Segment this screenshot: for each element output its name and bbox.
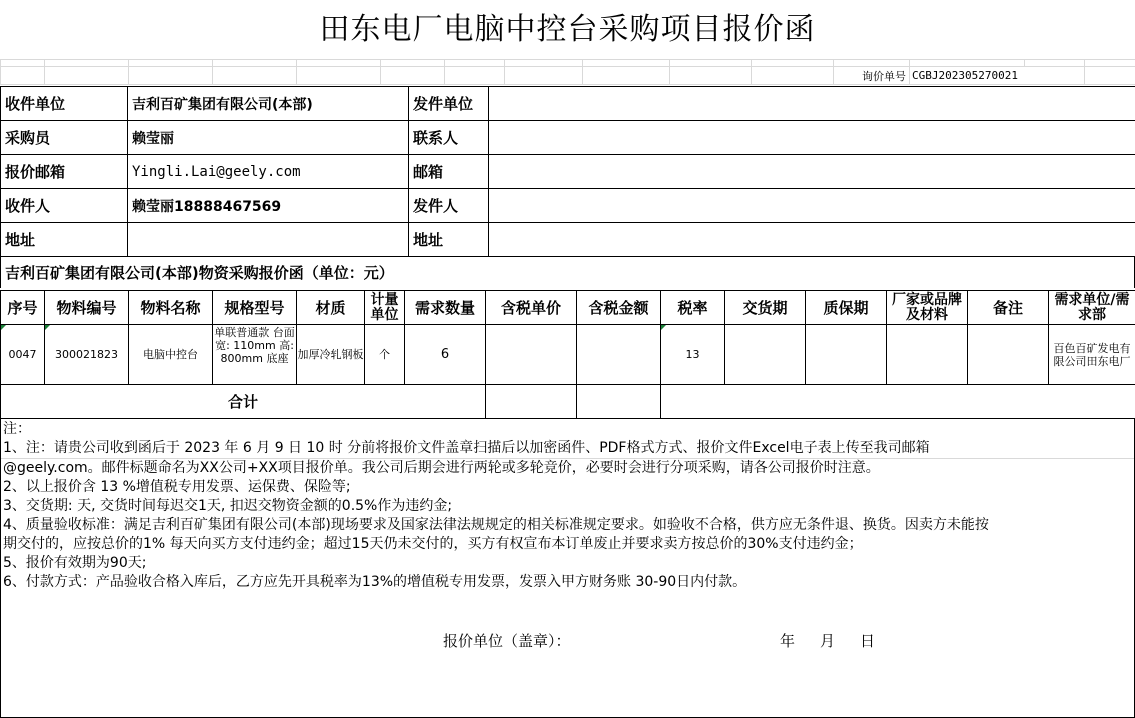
sign-label: 报价单位（盖章）：: [443, 632, 571, 650]
note-line: 1、注：请贵公司收到函后于 2023 年 6 月 9 日 10 时 分前将报价文件盖章扫描后以加密函件、PDF格式方式、报价文件Excel电子表上传至我司邮箱: [3, 440, 930, 456]
cell-material[interactable]: 加厚冷轧钢板: [297, 325, 365, 385]
note-line: 2、以上报价含 13 %增值税专用发票、运保费、保险等;: [3, 479, 351, 495]
note-line: 期交付的，应按总价的1% 每天向买方支付违约金；超过15天仍未交付的，买方有权宣布本订单废止并要求卖方按总价的30%支付违约金；: [3, 536, 863, 552]
receiver-unit-label: 收件单位: [1, 87, 128, 121]
address2-label: 地址: [409, 223, 489, 257]
quote-email-value[interactable]: Yingli.Lai@geely.com: [128, 155, 409, 189]
sign-year: 年: [780, 632, 796, 650]
cell-unit[interactable]: 个: [365, 325, 405, 385]
note-line: 5、报价有效期为90天;: [3, 555, 147, 571]
recipient-value[interactable]: 赖莹丽18888467569: [128, 189, 409, 223]
sender-value[interactable]: [489, 189, 1135, 223]
col-header: 含税金额: [577, 291, 661, 325]
section-title: 吉利百矿集团有限公司(本部)物资采购报价函（单位：元）: [1, 256, 1135, 288]
address2-value[interactable]: [489, 223, 1135, 257]
cell-tax-rate[interactable]: 13: [661, 325, 725, 385]
table-row: [1, 325, 1135, 385]
page-title: 田东电厂电脑中控台采购项目报价函: [0, 0, 1135, 60]
cell-seq[interactable]: 0047: [1, 325, 45, 385]
info-table: [0, 86, 1135, 257]
col-header: 含税单价: [486, 291, 577, 325]
address-label: 地址: [1, 223, 128, 257]
note-line: 6、付款方式：产品验收合格入库后，乙方应先开具税率为13%的增值税专用发票，发票入甲方财务账 30-90日内付款。: [3, 574, 747, 590]
col-header: 需求单位/需求部: [1049, 291, 1135, 325]
notes-block: [0, 418, 1135, 718]
note-line: 4、质量验收标准：满足吉利百矿集团有限公司(本部)现场要求及国家法律法规规定的相关标准规定要求。如验收不合格，供方应无条件退、换货。因卖方未能按: [3, 517, 989, 533]
total-row: [1, 385, 1135, 419]
address-value[interactable]: [128, 223, 409, 257]
cell-code[interactable]: 300021823: [45, 325, 129, 385]
sender-unit-label: 发件单位: [409, 87, 489, 121]
note-line: 注：: [3, 421, 31, 437]
col-header: 物料名称: [129, 291, 213, 325]
title-table: [0, 0, 1135, 60]
col-header: 计量单位: [365, 291, 405, 325]
cell-qty[interactable]: 6: [405, 325, 486, 385]
sign-day: 日: [860, 632, 876, 650]
items-table: [0, 290, 1135, 419]
cell-dept[interactable]: 百色百矿发电有限公司田东电厂: [1049, 325, 1135, 385]
receiver-unit-value[interactable]: 吉利百矿集团有限公司(本部): [128, 87, 409, 121]
col-header: 质保期: [806, 291, 887, 325]
note-line: @geely.com。邮件标题命名为XX公司+XX项目报价单。我公司后期会进行两轮或多轮竞价，必要时会进行分项采购，请各公司报价时注意。: [3, 460, 880, 476]
col-header: 物料编号: [45, 291, 129, 325]
col-header: 需求数量: [405, 291, 486, 325]
buyer-label: 采购员: [1, 121, 128, 155]
col-header: 交货期: [725, 291, 806, 325]
items-header-row: [1, 291, 1135, 325]
cell-brand[interactable]: [887, 325, 968, 385]
col-header: 规格型号: [213, 291, 297, 325]
sender-label: 发件人: [409, 189, 489, 223]
cell-spec[interactable]: [213, 325, 297, 385]
contact-value[interactable]: [489, 121, 1135, 155]
note-line: 3、交货期: 天, 交货时间每迟交1天, 扣迟交物资金额的0.5%作为违约金;: [3, 498, 453, 514]
cell-delivery[interactable]: [725, 325, 806, 385]
buyer-value[interactable]: 赖莹丽: [128, 121, 409, 155]
sign-month: 月: [820, 632, 836, 650]
sender-unit-value[interactable]: [489, 87, 1135, 121]
total-amount[interactable]: [577, 385, 661, 419]
total-blank: [486, 385, 577, 419]
cell-spec-text: 单联普通款 台面宽: 110mm 高: 800mm 底座: [214, 326, 295, 365]
cell-name[interactable]: 电脑中控台: [129, 325, 213, 385]
quote-email-label: 报价邮箱: [1, 155, 128, 189]
inquiry-grid: [0, 59, 1135, 85]
contact-label: 联系人: [409, 121, 489, 155]
cell-remark[interactable]: [968, 325, 1049, 385]
col-header: 序号: [1, 291, 45, 325]
cell-unit-price[interactable]: [486, 325, 577, 385]
inquiry-number[interactable]: CGBJ202305270021: [910, 67, 1085, 85]
cell-amount[interactable]: [577, 325, 661, 385]
col-header: 税率: [661, 291, 725, 325]
recipient-label: 收件人: [1, 189, 128, 223]
col-header: 厂家或品牌及材料: [887, 291, 968, 325]
col-header: 备注: [968, 291, 1049, 325]
inquiry-label: 询价单号: [834, 67, 910, 85]
cell-warranty[interactable]: [806, 325, 887, 385]
section-title-table: [0, 256, 1135, 288]
email-value[interactable]: [489, 155, 1135, 189]
col-header: 材质: [297, 291, 365, 325]
total-label: 合计: [1, 385, 486, 419]
email-label: 邮箱: [409, 155, 489, 189]
total-rest: [661, 385, 1135, 419]
